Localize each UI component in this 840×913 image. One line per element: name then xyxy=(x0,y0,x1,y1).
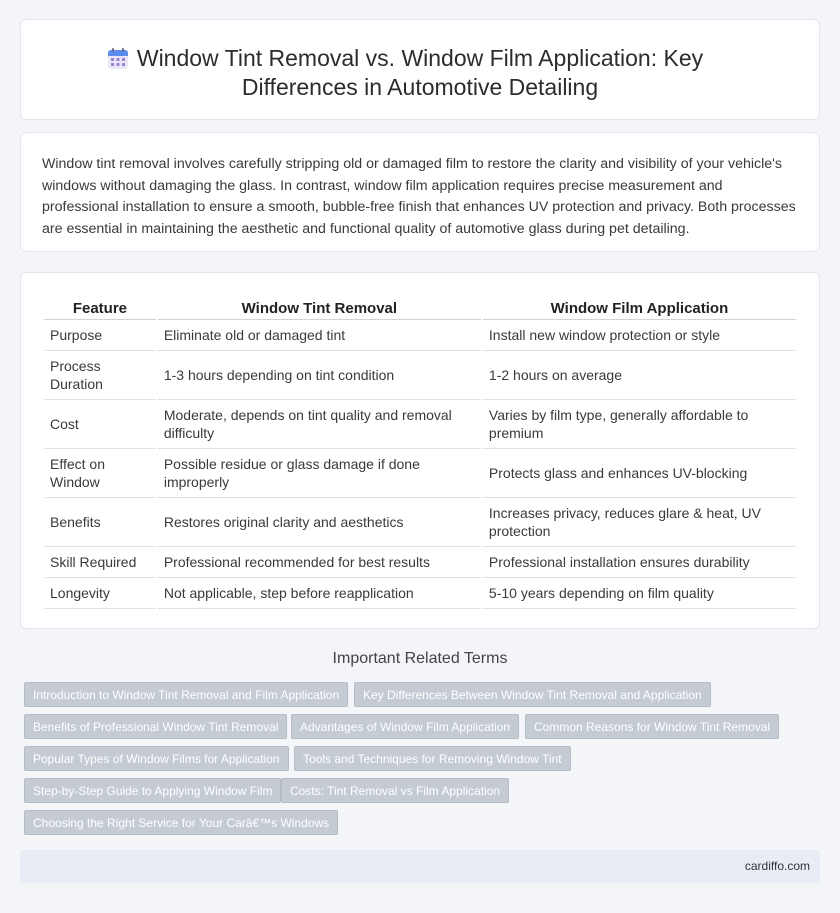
table-cell: Restores original clarity and aesthetics xyxy=(158,498,481,547)
table-cell: Professional installation ensures durability xyxy=(483,547,796,578)
related-term-tag[interactable]: Benefits of Professional Window Tint Removal xyxy=(24,714,287,739)
column-header: Window Tint Removal xyxy=(158,295,481,320)
table-cell: Process Duration xyxy=(44,351,156,400)
table-cell: Professional recommended for best results xyxy=(158,547,481,578)
table-header-row xyxy=(44,295,796,320)
related-term-tag[interactable]: Introduction to Window Tint Removal and Film Application xyxy=(24,682,348,707)
table-cell: Skill Required xyxy=(44,547,156,578)
intro-paragraph: Window tint removal involves carefully stripping old or damaged film to restore the clarity and visibility of your vehicle's windows without damaging the glass. In contrast, window film application requires precise measurement and professional installation to ensure a smooth, bubble-free finish that enhances UV protection and privacy. Both processes are essential in maintaining the aesthetic and functional quality of automotive glass during pet detailing. xyxy=(42,156,796,237)
related-term-tag[interactable]: Costs: Tint Removal vs Film Application xyxy=(281,778,509,803)
table-row xyxy=(44,547,796,578)
table-cell: Effect on Window xyxy=(44,449,156,498)
table-cell: Increases privacy, reduces glare & heat, UV protection xyxy=(483,498,796,547)
table-row xyxy=(44,400,796,449)
table-row xyxy=(44,578,796,609)
table-cell: 1-2 hours on average xyxy=(483,351,796,400)
related-term-tag[interactable]: Tools and Techniques for Removing Window Tint xyxy=(294,746,571,771)
table-cell: Varies by film type, generally affordable to premium xyxy=(483,400,796,449)
intro-card xyxy=(20,132,820,252)
comparison-table-card xyxy=(20,272,820,629)
table-row xyxy=(44,320,796,351)
related-term-tag[interactable]: Step-by-Step Guide to Applying Window Film xyxy=(24,778,281,803)
comparison-table xyxy=(42,295,798,609)
table-cell: Purpose xyxy=(44,320,156,351)
table-cell: Protects glass and enhances UV-blocking xyxy=(483,449,796,498)
column-header: Window Film Application xyxy=(483,295,796,320)
related-term-tag[interactable]: Advantages of Window Film Application xyxy=(291,714,519,739)
table-cell: Not applicable, step before reapplication xyxy=(158,578,481,609)
table-cell: Cost xyxy=(44,400,156,449)
footer xyxy=(20,850,820,883)
related-term-tag[interactable]: Common Reasons for Window Tint Removal xyxy=(525,714,779,739)
footer-site-name[interactable]: cardiffo.com xyxy=(744,859,810,873)
table-cell: Moderate, depends on tint quality and removal difficulty xyxy=(158,400,481,449)
table-row xyxy=(44,449,796,498)
page-title: Window Tint Removal vs. Window Film Application: Key Differences in Automotive Detailing xyxy=(136,45,704,100)
table-cell: Benefits xyxy=(44,498,156,547)
table-cell: Install new window protection or style xyxy=(483,320,796,351)
table-cell: Longevity xyxy=(44,578,156,609)
column-header: Feature xyxy=(44,295,156,320)
related-term-tag[interactable]: Popular Types of Window Films for Application xyxy=(24,746,289,771)
table-row xyxy=(44,351,796,400)
table-cell: 5-10 years depending on film quality xyxy=(483,578,796,609)
related-term-tag[interactable]: Key Differences Between Window Tint Removal and Application xyxy=(354,682,711,707)
related-term-tag[interactable]: Choosing the Right Service for Your Carâ€™s Windows xyxy=(24,810,338,835)
header-card xyxy=(20,19,820,120)
table-cell: 1-3 hours depending on tint condition xyxy=(158,351,481,400)
table-row xyxy=(44,498,796,547)
related-terms-title: Important Related Terms xyxy=(332,650,508,667)
table-cell: Possible residue or glass damage if done improperly xyxy=(158,449,481,498)
table-cell: Eliminate old or damaged tint xyxy=(158,320,481,351)
